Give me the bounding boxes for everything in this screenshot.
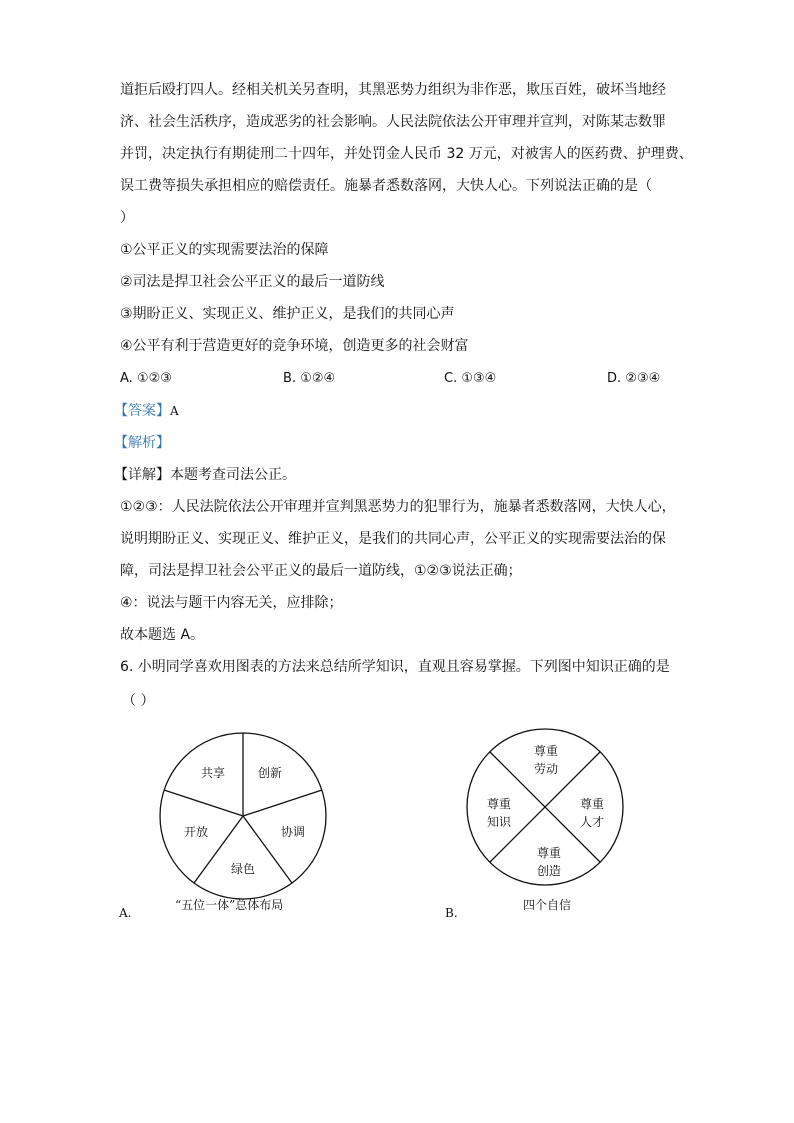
answer-value: A [170,404,179,418]
q5-stem-line: ） [120,210,134,226]
q5-stem-line: 济、社会生活秩序，造成恶劣的社会影响。人民法院依法公开审理并宣判，对陈某志数罪 [120,114,666,130]
figure-b [465,725,625,890]
figure-b-letter: B. [445,906,458,920]
detail-intro: 本题考查司法公正。 [170,467,296,483]
statement-2: ②司法是捍卫社会公平正义的最后一道防线 [120,274,385,290]
four-segment-circle [465,725,625,890]
option-letter: B. [283,371,297,386]
segment-label: 创造 [536,864,562,878]
detail-row [114,465,296,485]
segment-label: 尊重 [536,846,562,860]
option-letter: C. [444,371,458,386]
analysis-label: 【解析】 [114,435,170,451]
segment-label: 尊重 [533,744,559,758]
detail-label: 【详解】 [114,467,170,483]
figure-a [150,725,350,905]
q5-stem-line: 误工费等损失承担相应的赔偿责任。施暴者悉数落网，大快人心。下列说法正确的是（ [120,178,652,194]
segment-label: 尊重 [579,797,605,811]
segment-label: 人才 [579,815,605,829]
divider [243,790,322,816]
option-a [120,369,172,389]
q5-stem-line: 并罚，决定执行有期徒刑二十四年，并处罚金人民币 32 万元，对被害人的医药费、护理费、 [120,146,693,162]
explanation-line: 说明期盼正义、实现正义、维护正义，是我们的共同心声，公平正义的实现需要法治的保 [120,531,666,547]
statement-1: ①公平正义的实现需要法治的保障 [120,242,329,258]
explanation-line: ④：说法与题干内容无关，应排除； [120,595,343,611]
option-letter: D. [607,371,622,386]
segment-label: 劳动 [533,762,559,776]
option-text: ①③④ [461,371,497,386]
segment-label: 创新 [257,766,283,780]
q6-blank: （ ） [122,693,155,709]
explanation-line: ①②③：人民法院依法公开审理并宣判黑恶势力的犯罪行为，施暴者悉数落网，大快人心， [120,499,676,515]
figure-a-letter: A. [119,906,132,920]
option-text: ①②③ [136,371,172,386]
five-segment-circle [150,725,350,905]
segment-label: 知识 [486,815,512,829]
divider [164,790,243,816]
answer-row [114,401,179,421]
option-text: ②③④ [625,371,661,386]
option-d [607,369,660,389]
statement-4: ④公平有利于营造更好的竞争环境，创造更多的社会财富 [120,338,469,354]
segment-label: 尊重 [486,797,512,811]
segment-label: 协调 [280,825,306,839]
segment-label: 绿色 [230,862,256,876]
option-c [444,369,496,389]
figure-a-caption: “五位一体”总体布局 [175,898,284,912]
explanation-line: 障，司法是捍卫社会公平正义的最后一道防线，①②③说法正确； [120,563,522,579]
option-letter: A. [120,371,133,386]
segment-label: 共享 [200,766,226,780]
figure-b-caption: 四个自信 [523,898,572,912]
q6-stem: 6. 小明同学喜欢用图表的方法来总结所学知识，直观且容易掌握。下列图中知识正确的是 [120,659,670,675]
segment-label: 开放 [183,825,209,839]
explanation-line: 故本题选 A。 [120,627,205,643]
statement-3: ③期盼正义、实现正义、维护正义，是我们的共同心声 [120,306,455,322]
option-b [283,369,335,389]
option-text: ①②④ [300,371,336,386]
q5-stem-line: 道拒后殴打四人。经相关机关另查明，其黑恶势力组织为非作恶，欺压百姓，破坏当地经 [120,82,666,98]
answer-label: 【答案】 [114,403,170,419]
